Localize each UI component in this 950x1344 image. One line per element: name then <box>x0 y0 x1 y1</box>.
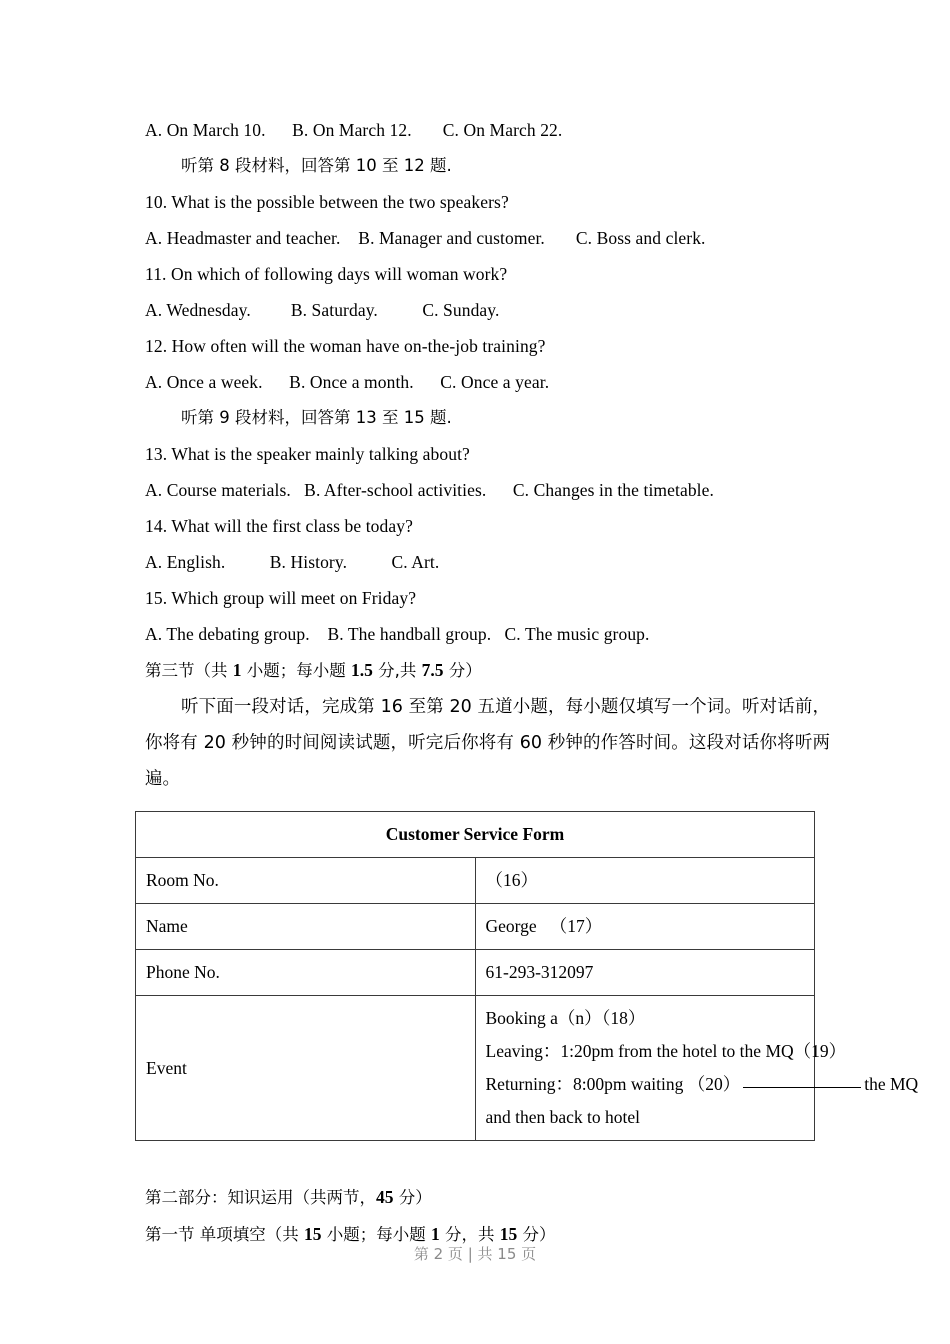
form-value-name: George （17） <box>475 904 815 950</box>
section-three-heading-pre: 第三节（共 <box>145 661 233 680</box>
section-one-heading-mid2: 分，共 <box>439 1225 500 1244</box>
form-label-room-no: Room No. <box>136 858 476 904</box>
form-value-phone-no: 61‐293‐312097 <box>475 950 815 996</box>
event-line-back-to-hotel: and then back to hotel <box>485 1107 641 1127</box>
event-line-returning <box>485 1068 919 1101</box>
form-value-event <box>475 996 919 1141</box>
question-11-options: A. Wednesday. B. Saturday. C. Sunday. <box>145 300 500 320</box>
section-one-heading-pre: 第一节 单项填空（共 <box>145 1225 304 1244</box>
question-10-options: A. Headmaster and teacher. B. Manager and customer. C. Boss and clerk. <box>145 228 706 248</box>
question-12-stem: 12. How often will the woman have on-the-job training? <box>145 336 546 356</box>
listening-instruction-8: 听第 8 段材料，回答第 10 至 12 题. <box>181 156 452 175</box>
section-one-total-score: 15 <box>499 1224 518 1244</box>
answer-blank-20 <box>743 1087 861 1088</box>
form-title: Customer Service Form <box>136 812 815 858</box>
part-two-block <box>145 1179 830 1253</box>
section-three-per-score: 1.5 <box>351 660 373 680</box>
section-one-count: 15 <box>304 1224 322 1244</box>
section-one-heading-mid1: 小题；每小题 <box>321 1225 431 1244</box>
section-three-instruction: 听下面一段对话，完成第 16 至第 20 五道小题，每小题仅填写一个词。听对话前，你将有 20 秒钟的时间阅读试题，听完后你将有 60 秒钟的作答时间。这段对话你将听两遍。 <box>145 697 830 789</box>
table-row <box>136 904 815 950</box>
customer-service-form-wrapper <box>135 811 919 1141</box>
event-returning-tail: the MQ <box>864 1074 919 1094</box>
event-line-leaving: Leaving：1:20pm from the hotel to the MQ（19） <box>485 1041 847 1061</box>
part-two-heading-end: 分） <box>393 1188 432 1207</box>
form-label-name: Name <box>136 904 476 950</box>
question-9-options: A. On March 10. B. On March 12. C. On March 22. <box>145 120 563 140</box>
section-three-total-score: 7.5 <box>421 660 444 680</box>
table-row-title <box>136 812 815 858</box>
section-three-heading-end: 分） <box>443 661 482 680</box>
section-three-heading-mid1: 小题；每小题 <box>241 661 351 680</box>
page-footer: 第 2 页 | 共 15 页 <box>413 1245 537 1263</box>
customer-service-form <box>135 811 919 1141</box>
table-row <box>136 950 815 996</box>
section-three-heading <box>145 652 830 689</box>
part-two-heading-pre: 第二部分：知识运用（共两节， <box>145 1188 376 1207</box>
section-one-per-score: 1 <box>431 1224 440 1244</box>
part-two-score: 45 <box>376 1187 394 1207</box>
question-14-options: A. English. B. History. C. Art. <box>145 552 440 572</box>
form-label-phone-no: Phone No. <box>136 950 476 996</box>
question-14-stem: 14. What will the first class be today? <box>145 516 413 536</box>
table-row <box>136 858 815 904</box>
question-15-stem: 15. Which group will meet on Friday? <box>145 588 417 608</box>
section-three-heading-mid2: 分,共 <box>372 661 422 680</box>
question-10-stem: 10. What is the possible between the two speakers? <box>145 192 509 212</box>
section-one-heading-end: 分） <box>517 1225 556 1244</box>
event-returning-text: Returning：8:00pm waiting （20） <box>485 1074 741 1094</box>
question-11-stem: 11. On which of following days will woman work? <box>145 264 508 284</box>
question-15-options: A. The debating group. B. The handball group. C. The music group. <box>145 624 650 644</box>
question-12-options: A. Once a week. B. Once a month. C. Once a year. <box>145 372 550 392</box>
question-13-stem: 13. What is the speaker mainly talking about? <box>145 444 470 464</box>
event-line-booking: Booking a（n）（18） <box>485 1008 646 1028</box>
table-row-event <box>136 996 815 1141</box>
form-value-room-no: （16） <box>475 858 815 904</box>
form-label-event: Event <box>136 996 476 1141</box>
listening-instruction-9: 听第 9 段材料，回答第 13 至 15 题. <box>181 408 452 427</box>
question-13-options: A. Course materials. B. After-school activities. C. Changes in the timetable. <box>145 480 714 500</box>
section-three-count: 1 <box>232 660 242 680</box>
part-two-heading <box>145 1179 830 1216</box>
